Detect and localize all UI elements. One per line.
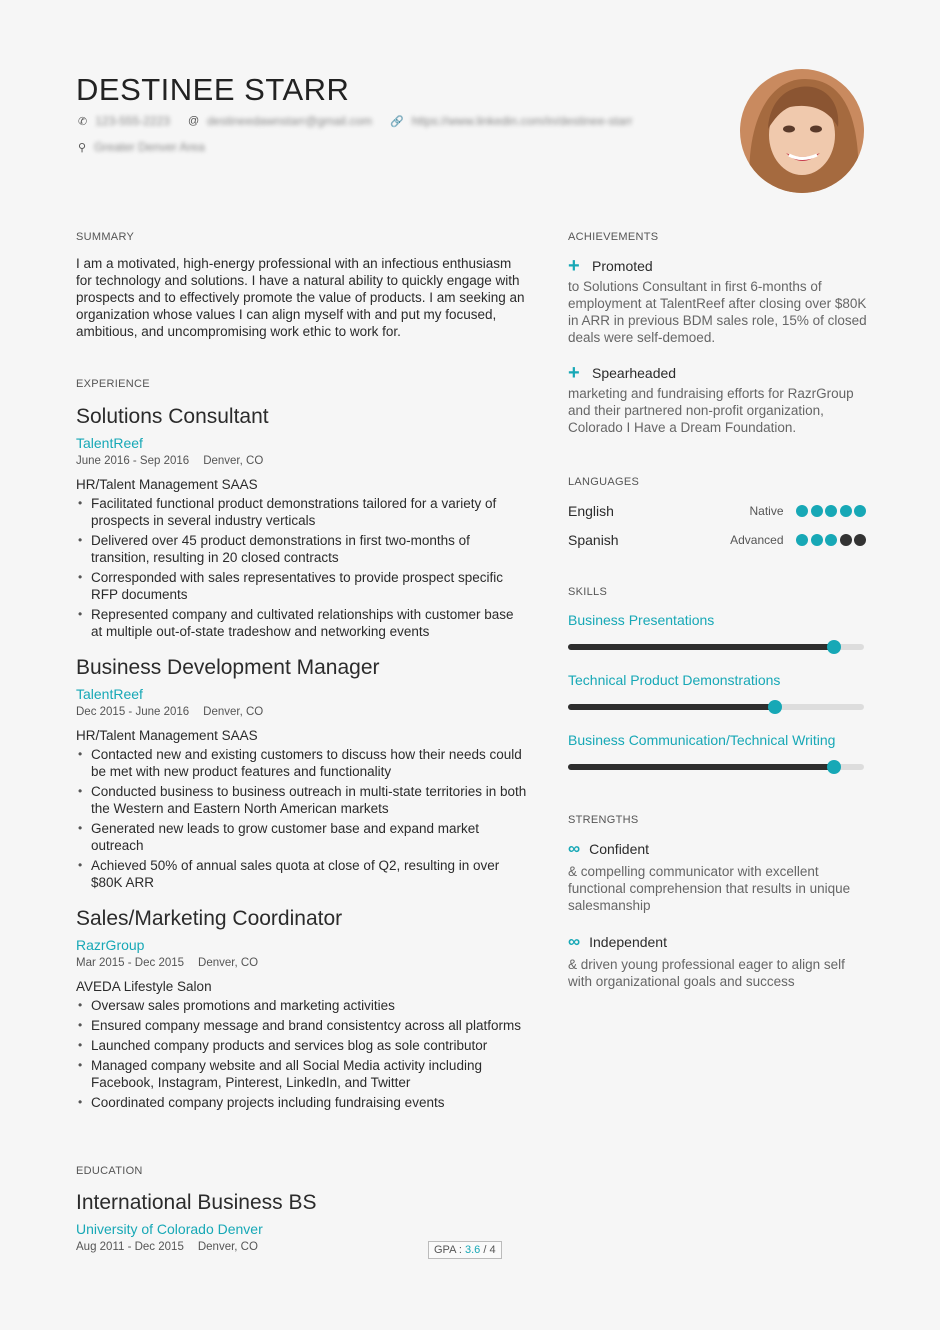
job-meta [76,454,528,469]
rating-dot [854,505,866,517]
job-subtitle: HR/Talent Management SAAS [76,728,258,743]
rating-dot [796,505,808,517]
strength-title: Independent [589,934,667,950]
job-location: Denver, CO [198,957,259,969]
language-rating [794,505,867,517]
gpa-label: GPA : [434,1244,465,1256]
strength-item [568,934,868,990]
phone-icon: ✆ [78,115,88,128]
strengths-heading: STRENGTHS [568,814,639,826]
language-rating [794,534,867,546]
job-title: Business Development Manager [76,656,380,679]
job-bullets [76,746,528,891]
rating-dot [825,505,837,517]
strength-title: Confident [589,841,650,857]
skill-bar [568,644,864,650]
infinity-icon: ∞ [568,932,581,951]
skill-bar-fill [568,644,834,650]
bullet-item: • Represented company and cultivated relationships with customer base at multiple out-of-state tradeshow and networking events [76,606,528,640]
bullet-item: • Conducted business to business outreach in multi-state territories in both the Western and Eastern North American markets [76,783,528,817]
language-name: English [568,503,614,519]
degree-title: International Business BS [76,1191,317,1214]
skill-item [568,731,864,770]
email-text[interactable]: destineedawnstarr@gmail.com [207,114,373,128]
bullet-item: • Corresponded with sales representatives to provide prospect specific RFP documents [76,569,528,603]
achievements-heading: ACHIEVEMENTS [568,231,659,243]
plus-icon: + [568,362,580,384]
skill-name: Technical Product Demonstrations [568,672,781,688]
rating-dot [840,534,852,546]
strength-head [568,841,868,857]
skill-bar-knob [827,640,841,654]
skills-heading: SKILLS [568,586,608,598]
bullet-item: • Facilitated functional product demonstrations tailored for a variety of prospects in several industry verticals [76,495,528,529]
contact-row [78,114,651,128]
job-entry [76,404,528,643]
achievement-title: Promoted [592,258,653,274]
language-level: Advanced [730,533,784,547]
bullet-item: • Contacted new and existing customers to discuss how their needs could be met with new product features and functionality [76,746,528,780]
bullet-item: • Managed company website and all Social Media activity including Facebook, Instagram, Pinterest, LinkedIn, and Twitter [76,1057,528,1091]
job-location: Denver, CO [203,455,264,467]
bullet-item: • Coordinated company projects including fundraising events [76,1094,528,1111]
job-entry [76,655,528,894]
language-name: Spanish [568,532,619,548]
skill-bar-fill [568,764,834,770]
link-icon: 🔗 [390,115,404,128]
language-row [568,503,866,519]
skill-item [568,671,864,710]
experience-heading: EXPERIENCE [76,378,150,390]
skill-item [568,611,864,650]
languages-heading: LANGUAGES [568,476,640,488]
candidate-name: DESTINEE STARR [76,72,350,107]
education-location: Denver, CO [197,1241,258,1253]
strength-body: & compelling communicator with excellent functional comprehension that results in unique salesmanship [568,864,851,913]
achievement-body: marketing and fundraising efforts for RazrGroup and their partnered non-profit organization, Colorado I Have a Dream Foundation. [568,386,854,435]
company-name: TalentReef [76,435,143,451]
job-title: Solutions Consultant [76,405,269,428]
job-bullets [76,997,528,1111]
location-text: Greater Denver Area [94,140,205,154]
job-location: Denver, CO [203,706,264,718]
language-level: Native [749,504,784,518]
job-subtitle: AVEDA Lifestyle Salon [76,979,212,994]
profile-photo-image [740,69,864,193]
location-row [78,140,223,154]
profile-photo [740,69,864,193]
rating-dot [796,534,808,546]
bullet-item: • Delivered over 45 product demonstrations in first two-months of transition, resulting in 20 closed contracts [76,532,528,566]
email-item[interactable] [188,114,372,128]
bullet-item: • Ensured company message and brand consistentcy across all platforms [76,1017,528,1034]
skill-name: Business Communication/Technical Writing [568,732,836,748]
skill-bar-fill [568,704,775,710]
skill-bar-knob [768,700,782,714]
gpa-value: 3.6 [464,1244,481,1256]
at-icon: @ [187,115,200,127]
strength-head [568,934,868,950]
bullet-item: • Oversaw sales promotions and marketing activities [76,997,528,1014]
map-pin-icon: ⚲ [78,141,87,154]
job-title: Sales/Marketing Coordinator [76,907,343,930]
education-heading: EDUCATION [76,1165,143,1177]
skill-bar-knob [827,760,841,774]
bullet-item: • Launched company products and services blog as sole contributor [76,1037,528,1054]
job-meta [76,956,528,971]
strength-item [568,841,868,914]
link-item[interactable] [390,114,632,128]
infinity-icon: ∞ [568,839,581,858]
company-name: TalentReef [76,686,143,702]
gpa-badge [428,1241,502,1259]
rating-dot [811,534,823,546]
rating-dot [825,534,837,546]
skill-bar [568,704,864,710]
strength-body: & driven young professional eager to align self with organizational goals and success [568,957,845,989]
phone-text: 123-555-2223 [95,114,170,128]
achievement-head [568,362,868,384]
achievement-body: to Solutions Consultant in first 6-months of employment at TalentReef after closing over $80K in ARR in previous BDM sales role, 15% of closed deals were self-demoed. [568,279,867,345]
rating-dot [840,505,852,517]
job-subtitle: HR/Talent Management SAAS [76,477,258,492]
company-name: RazrGroup [76,937,145,953]
language-row [568,532,866,548]
rating-dot [811,505,823,517]
phone-item [78,114,170,128]
plus-icon: + [568,255,580,277]
job-dates: Dec 2015 - June 2016 [76,706,190,718]
location-item [78,140,205,154]
summary-text: I am a motivated, high-energy professional with an infectious enthusiasm for technology and solutions. I have a natural ability to quickly engage with prospects and to effectively promote the value of products. I am seeking an organization whose values I can align myself with and put my focused, ambitious, and uncompromising work ethic to work for. [76,256,525,339]
skill-bar [568,764,864,770]
achievement-item [568,255,868,346]
achievement-item [568,362,868,436]
job-meta [76,705,528,720]
school-name: University of Colorado Denver [76,1221,263,1237]
education-dates: Aug 2011 - Dec 2015 [76,1241,184,1253]
achievement-title: Spearheaded [592,365,677,381]
achievement-head [568,255,868,277]
bullet-item: • Achieved 50% of annual sales quota at close of Q2, resulting in over $80K ARR [76,857,528,891]
rating-dot [854,534,866,546]
job-dates: Mar 2015 - Dec 2015 [76,957,185,969]
link-text[interactable]: https://www.linkedin.com/in/destinee-starr [411,114,633,128]
skill-name: Business Presentations [568,612,715,628]
job-bullets [76,495,528,640]
bullet-item: • Generated new leads to grow customer base and expand market outreach [76,820,528,854]
gpa-max: / 4 [480,1244,496,1256]
job-dates: June 2016 - Sep 2016 [76,455,190,467]
summary-heading: SUMMARY [76,231,135,243]
job-entry [76,906,528,1114]
